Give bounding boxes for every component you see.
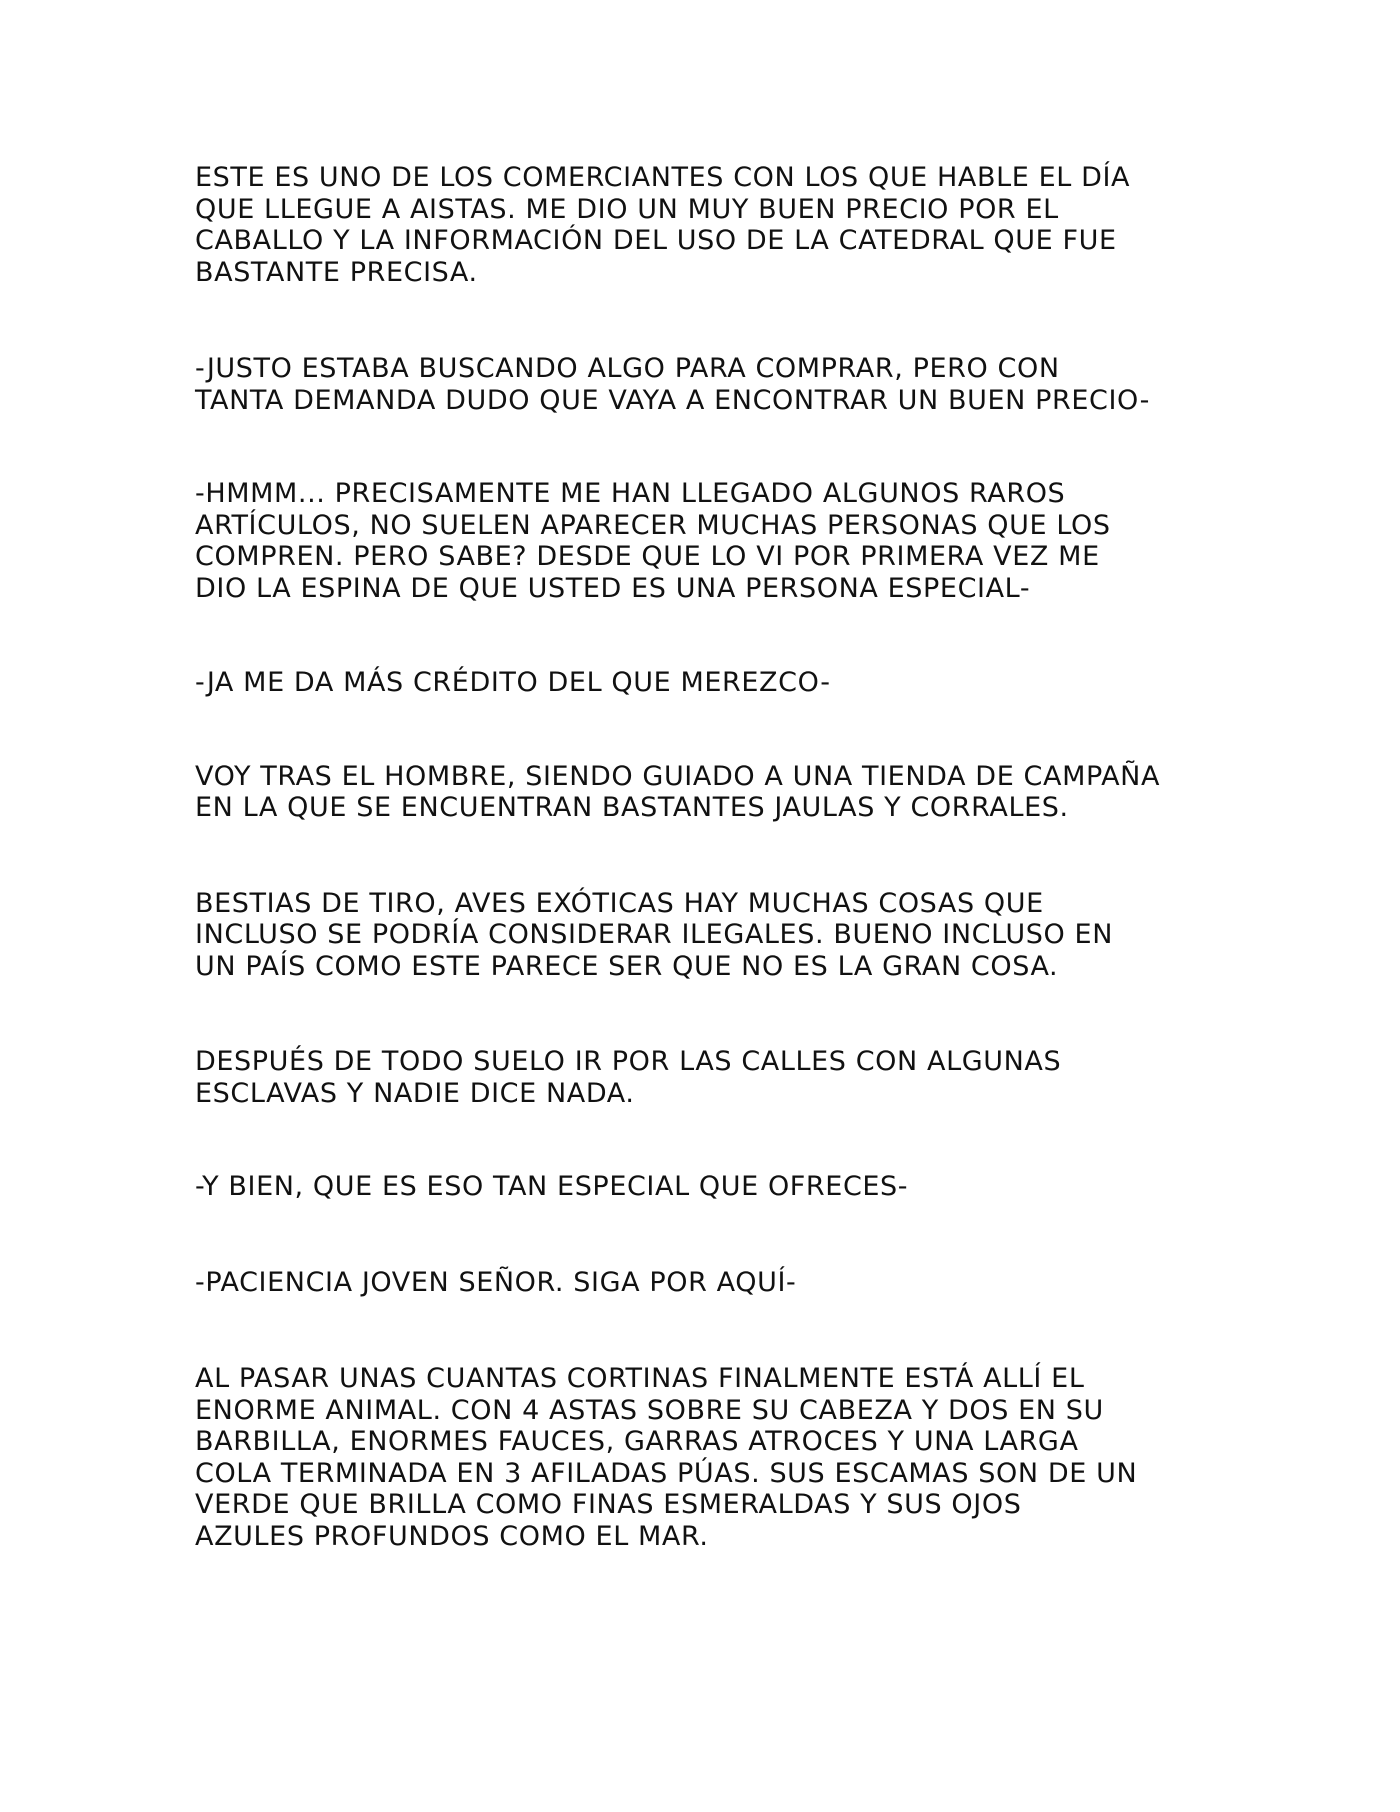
paragraph-6: BESTIAS DE TIRO, AVES EXÓTICAS HAY MUCHAS COSAS QUE INCLUSO SE PODRÍA CONSIDERAR ILEGALES. BUENO INCLUSO EN UN PAÍS COMO ESTE PARECE SER QUE NO ES LA GRAN COSA. xyxy=(195,887,1114,982)
paragraph-7: DESPUÉS DE TODO SUELO IR POR LAS CALLES CON ALGUNAS ESCLAVAS Y NADIE DICE NADA. xyxy=(195,1046,1062,1109)
paragraph-9: -PACIENCIA JOVEN SEÑOR. SIGA POR AQUÍ- xyxy=(195,1266,797,1298)
paragraph-4: -JA ME DA MÁS CRÉDITO DEL QUE MEREZCO- xyxy=(195,667,831,698)
paragraph-1: ESTE ES UNO DE LOS COMERCIANTES CON LOS QUE HABLE EL DÍA QUE LLEGUE A AISTAS. ME DIO UN MUY BUEN PRECIO POR EL CABALLO Y LA INFORMACIÓN DEL USO DE LA CATEDRAL QUE FUE BASTANTE PRECISA. xyxy=(195,162,1131,288)
paragraph-10: AL PASAR UNAS CUANTAS CORTINAS FINALMENTE ESTÁ ALLÍ EL ENORME ANIMAL. CON 4 ASTAS SOBRE SU CABEZA Y DOS EN SU BARBILLA, ENORMES FAUCES, GARRAS ATROCES Y UNA LARGA COLA TERMINADA EN 3 AFILADAS PÚAS. SUS ESCAMAS SON DE UN VERDE QUE BRILLA COMO FINAS ESMERALDAS Y SUS OJOS AZULES PROFUNDOS COMO EL MAR. xyxy=(195,1363,1138,1552)
paragraph-5: VOY TRAS EL HOMBRE, SIENDO GUIADO A UNA TIENDA DE CAMPAÑA EN LA QUE SE ENCUENTRAN BASTANTES JAULAS Y CORRALES. xyxy=(195,760,1161,823)
paragraph-2: -JUSTO ESTABA BUSCANDO ALGO PARA COMPRAR, PERO CON TANTA DEMANDA DUDO QUE VAYA A ENCONTRAR UN BUEN PRECIO- xyxy=(195,353,1151,416)
text-body xyxy=(195,162,1225,1552)
paragraph-8: -Y BIEN, QUE ES ESO TAN ESPECIAL QUE OFRECES- xyxy=(195,1171,909,1202)
paragraph-3: -HMMM... PRECISAMENTE ME HAN LLEGADO ALGUNOS RAROS ARTÍCULOS, NO SUELEN APARECER MUCHAS PERSONAS QUE LOS COMPREN. PERO SABE? DESDE QUE LO VI POR PRIMERA VEZ ME DIO LA ESPINA DE QUE USTED ES UNA PERSONA ESPECIAL- xyxy=(195,478,1111,604)
